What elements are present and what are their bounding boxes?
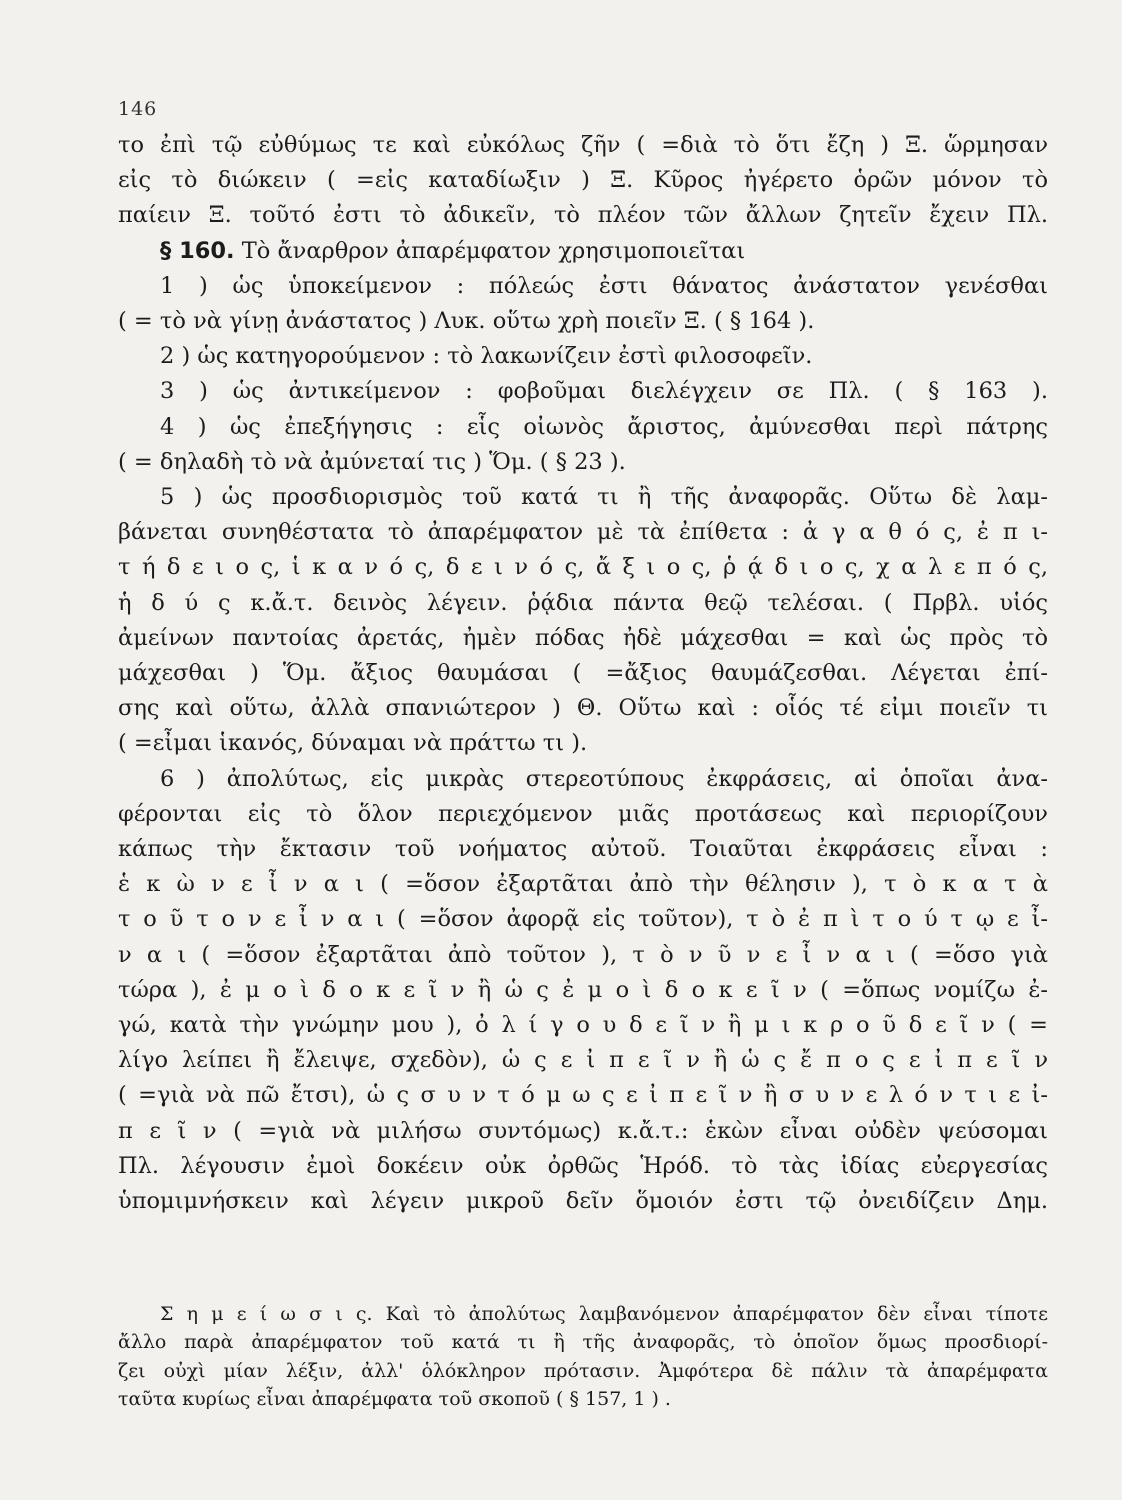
paragraph-line: ( =γιὰ νὰ πῶ ἔτσι), ὡ ς σ υ ν τ ό μ ω ς ε ἰ π ε ῖ ν ἢ σ υ ν ε λ ό ν τ ι ε ἰ- bbox=[118, 1082, 1048, 1109]
list-item: 4 ) ὡς ἐπεξήγησις : εἷς οἰωνὸς ἄριστος, ἀμύνεσθαι περὶ πάτρης bbox=[160, 413, 1048, 440]
paragraph-line: τ ή δ ε ι ο ς, ἱ κ α ν ό ς, δ ε ι ν ό ς, ἄ ξ ι ο ς, ῥ ᾴ δ ι ο ς, χ α λ ε π ό ς, bbox=[118, 554, 1048, 581]
paragraph-line: π ε ῖ ν ( =γιὰ νὰ μιλήσω συντόμως) κ.ἄ.τ.: ἑκὼν εἶναι οὐδὲν ψεύσομαι bbox=[118, 1117, 1048, 1144]
note-line: ταῦτα κυρίως εἶναι ἀπαρέμφατα τοῦ σκοποῦ ( § 157, 1 ) . bbox=[118, 1388, 671, 1411]
paragraph-line: ἑ κ ὼ ν ε ἶ ν α ι ( =ὅσον ἐξαρτᾶται ἀπὸ τὴν θέλησιν ), τ ὸ κ α τ ὰ bbox=[118, 871, 1048, 898]
paragraph-line: γώ, κατὰ τὴν γνώμην μου ), ὀ λ ί γ ο υ δ ε ῖ ν ἢ μ ι κ ρ ο ῦ δ ε ῖ ν ( = bbox=[118, 1012, 1048, 1039]
paragraph-line: ἡ δ ύ ς κ.ἄ.τ. δεινὸς λέγειν. ῥᾴδια πάντα θεῷ τελέσαι. ( Πρβλ. υἱός bbox=[118, 589, 1048, 616]
footnote bbox=[118, 1300, 1048, 1414]
paragraph-line: λίγο λείπει ἢ ἔλειψε, σχεδὸν), ὡ ς ε ἰ π ε ῖ ν ἢ ὡ ς ἔ π ο ς ε ἰ π ε ῖ ν bbox=[118, 1047, 1048, 1074]
paragraph-line: βάνεται συνηθέστατα τὸ ἀπαρέμφατον μὲ τὰ ἐπίθετα : ἀ γ α θ ό ς, ἐ π ι- bbox=[118, 519, 1048, 546]
paragraph-line: ἀμείνων παντοίας ἀρετάς, ἠμὲν πόδας ἠδὲ μάχεσθαι = καὶ ὡς πρὸς τὸ bbox=[118, 624, 1048, 651]
section-intro: Τὸ ἄναρθρον ἀπαρέμφατον χρησιμοποιεῖται bbox=[241, 237, 746, 264]
note-line: Σ η μ ε ί ω σ ι ς. Καὶ τὸ ἀπολύτως λαμβανόμενον ἀπαρέμφατον δὲν εἶναι τίποτε bbox=[160, 1303, 1048, 1325]
list-item: 2 ) ὡς κατηγορούμενον : τὸ λακωνίζειν ἐστὶ φιλοσοφεῖν. bbox=[160, 343, 813, 370]
note-line: ζει οὐχὶ μίαν λέξιν, ἀλλ' ὁλόκληρον πρότασιν. Ἀμφότερα δὲ πάλιν τὰ ἀπαρέμφατα bbox=[118, 1359, 1048, 1382]
paragraph-line: Πλ. λέγουσιν ἐμοὶ δοκέειν οὐκ ὀρθῶς Ἡρόδ. τὸ τὰς ἰδίας εὐεργεσίας bbox=[118, 1152, 1048, 1179]
list-item-continuation: ( = τὸ νὰ γίνῃ ἀνάστατος ) Λυκ. οὕτω χρὴ ποιεῖν Ξ. ( § 164 ). bbox=[118, 308, 815, 335]
text-line: παίειν Ξ. τοῦτό ἐστι τὸ ἀδικεῖν, τὸ πλέον τῶν ἄλλων ζητεῖν ἔχειν Πλ. bbox=[118, 202, 1048, 229]
section-heading-line bbox=[118, 234, 1048, 269]
paragraph-line: φέρονται εἰς τὸ ὅλον περιεχόμενον μιᾶς προτάσεως καὶ περιορίζουν bbox=[118, 800, 1048, 827]
list-item: 1 ) ὡς ὑποκείμενον : πόλεώς ἐστι θάνατος ἀνάστατον γενέσθαι bbox=[160, 272, 1048, 299]
paragraph-line: 6 ) ἀπολύτως, εἰς μικρὰς στερεοτύπους ἐκφράσεις, αἱ ὁποῖαι ἀνα- bbox=[160, 765, 1048, 792]
note-line: ἄλλο παρὰ ἀπαρέμφατον τοῦ κατά τι ἢ τῆς ἀναφορᾶς, τὸ ὁποῖον ὅμως προσδιορί- bbox=[118, 1331, 1048, 1354]
paragraph-line: τ ο ῦ τ ο ν ε ἶ ν α ι ( =ὅσον ἀφορᾷ εἰς τοῦτον), τ ὸ ἐ π ὶ τ ο ύ τ ῳ ε ἶ- bbox=[118, 906, 1048, 933]
list-item-continuation: ( = δηλαδὴ τὸ νὰ ἀμύνεταί τις ) Ὅμ. ( § 23 ). bbox=[118, 448, 626, 475]
list-item: 3 ) ὡς ἀντικείμενον : φοβοῦμαι διελέγχειν σε Πλ. ( § 163 ). bbox=[160, 378, 1048, 405]
paragraph-line: 5 ) ὡς προσδιορισμὸς τοῦ κατά τι ἢ τῆς ἀναφορᾶς. Οὕτω δὲ λαμ- bbox=[160, 484, 1048, 511]
paragraph-line: μάχεσθαι ) Ὅμ. ἄξιος θαυμάσαι ( =ἄξιος θαυμάζεσθαι. Λέγεται ἐπί- bbox=[118, 660, 1048, 687]
text-line: εἰς τὸ διώκειν ( =εἰς καταδίωξιν ) Ξ. Κῦρος ἠγέρετο ὁρῶν μόνον τὸ bbox=[118, 167, 1048, 194]
page-number: 146 bbox=[118, 98, 158, 120]
paragraph-line: ὑπομιμνήσκειν καὶ λέγειν μικροῦ δεῖν ὅμοιόν ἐστι τῷ ὀνειδίζειν Δημ. bbox=[118, 1188, 1048, 1215]
paragraph-line: σης καὶ οὕτω, ἀλλὰ σπανιώτερον ) Θ. Οὕτω καὶ : οἷός τέ εἰμι ποιεῖν τι bbox=[118, 695, 1048, 722]
section-number: § 160. bbox=[160, 237, 235, 264]
paragraph-line: ( =εἶμαι ἱκανός, δύναμαι νὰ πράττω τι ). bbox=[118, 730, 588, 757]
paragraph-line: ν α ι ( =ὅσον ἐξαρτᾶται ἀπὸ τοῦτον ), τ ὸ ν ῦ ν ε ἶ ν α ι ( =ὅσο γιὰ bbox=[118, 941, 1048, 968]
text-line: το ἐπὶ τῷ εὐθύμως τε καὶ εὐκόλως ζῆν ( =διὰ τὸ ὅτι ἔζη ) Ξ. ὥρμησαν bbox=[118, 132, 1048, 158]
paragraph-line: κάπως τὴν ἔκτασιν τοῦ νοήματος αὐτοῦ. Τοιαῦται ἐκφράσεις εἶναι : bbox=[118, 836, 1048, 863]
paragraph-line: τώρα ), ἐ μ ο ὶ δ ο κ ε ῖ ν ἢ ὡ ς ἐ μ ο ὶ δ ο κ ε ῖ ν ( =ὅπως νομίζω ἐ- bbox=[118, 976, 1048, 1003]
main-text bbox=[118, 128, 1048, 1219]
